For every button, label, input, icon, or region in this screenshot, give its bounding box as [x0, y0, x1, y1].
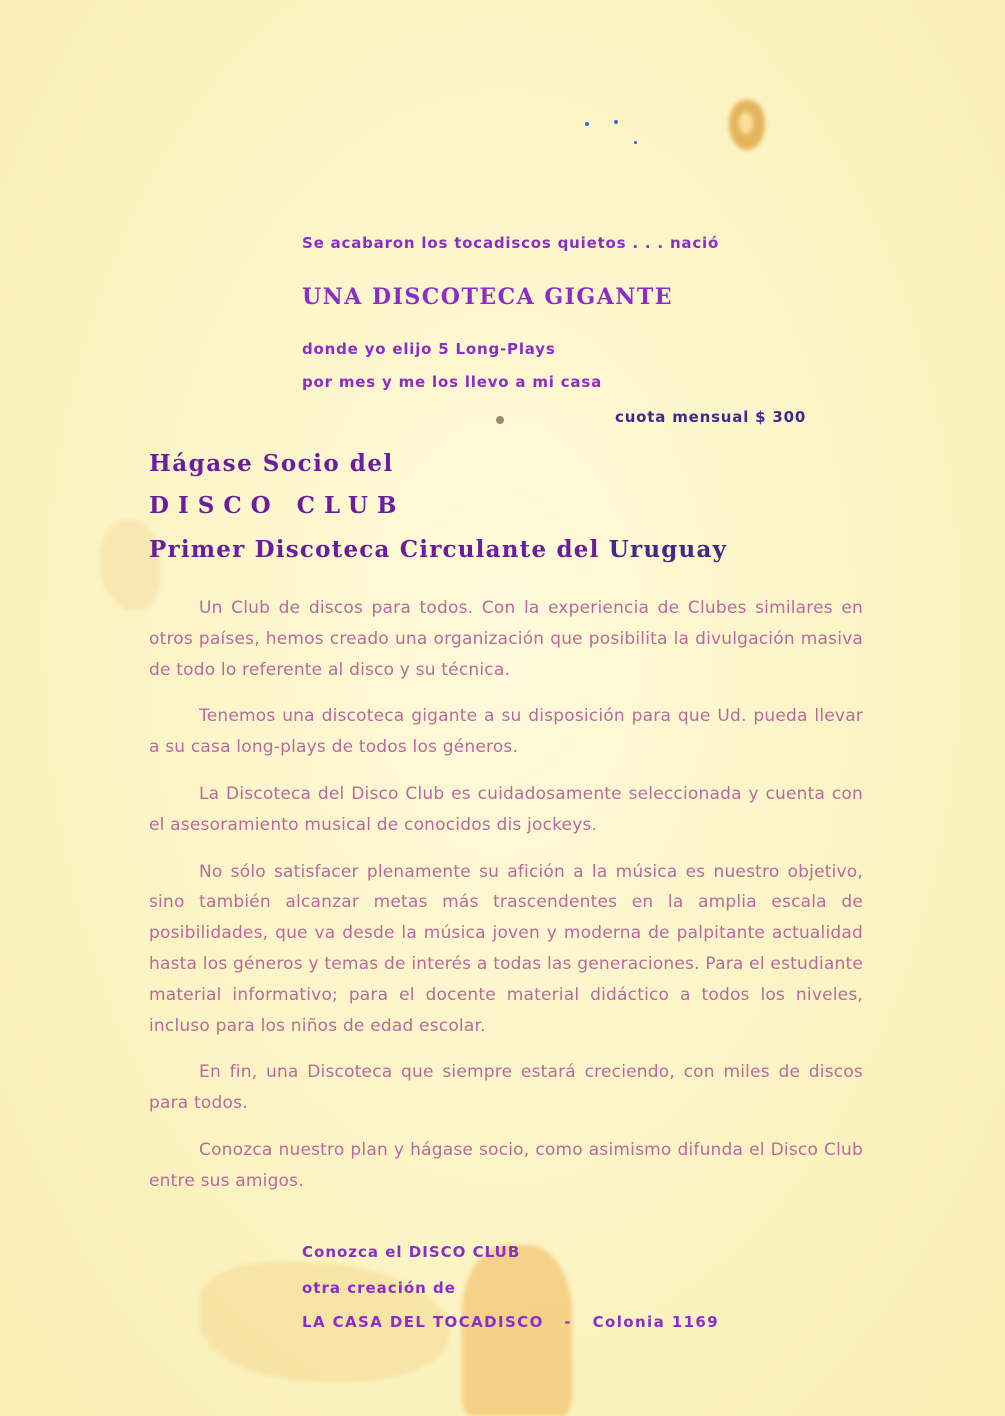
- footer-separator: -: [564, 1313, 572, 1331]
- paper-stain: [729, 100, 765, 150]
- body-text: [149, 593, 863, 1213]
- body-paragraph: Un Club de discos para todos. Con la experiencia de Clubes similares en otros países, hemos creado una organización que posibilita la divulgación masiva de todo lo referente al disco y su técnica.: [149, 598, 863, 680]
- company-name: LA CASA DEL TOCADISCO: [302, 1313, 544, 1331]
- body-paragraph: Tenemos una discoteca gigante a su disposición para que Ud. pueda llevar a su casa long-plays de todos los géneros.: [149, 706, 863, 758]
- body-paragraph: En fin, una Discoteca que siempre estará creciendo, con miles de discos para todos.: [149, 1062, 863, 1114]
- intro-headline: UNA DISCOTECA GIGANTE: [302, 284, 674, 310]
- club-name: DISCO CLUB: [149, 492, 406, 519]
- footer-line: Conozca el DISCO CLUB: [302, 1243, 521, 1261]
- intro-line: por mes y me los llevo a mi casa: [302, 373, 603, 391]
- ink-speck: [634, 141, 637, 144]
- body-paragraph: Conozca nuestro plan y hágase socio, como asimismo difunda el Disco Club entre sus amigos.: [149, 1139, 863, 1191]
- ink-speck: [585, 122, 589, 126]
- intro-line: Se acabaron los tocadiscos quietos . . . nació: [302, 234, 720, 252]
- body-paragraph: No sólo satisfacer plenamente su afición a la música es nuestro objetivo, sino también alcanzar metas más trascendentes en la amplia escala de posibilidades, que va desde la música joven y moderna de palpitante actualidad hasta los géneros y temas de interés a todas las generaciones. Para el estudiante material informativo; para el docente material didáctico a todos los niveles, incluso para los niños de edad escolar.: [149, 861, 863, 1036]
- club-tagline-text: Primer Discoteca Circulante del: [149, 536, 600, 563]
- ink-speck: [496, 416, 504, 424]
- intro-line: donde yo elijo 5 Long-Plays: [302, 340, 556, 358]
- ink-speck: [614, 120, 618, 124]
- club-tagline-country: Uruguay: [608, 536, 728, 563]
- club-tagline: [149, 536, 727, 563]
- club-invitation: Hágase Socio del: [149, 450, 394, 477]
- footer-company-line: [302, 1313, 719, 1331]
- body-paragraph: La Discoteca del Disco Club es cuidadosamente seleccionada y cuenta con el asesoramiento musical de conocidos dis jockeys.: [149, 783, 863, 835]
- company-address: Colonia 1169: [592, 1313, 720, 1331]
- footer-line: otra creación de: [302, 1279, 456, 1297]
- monthly-fee: cuota mensual $ 300: [615, 408, 807, 426]
